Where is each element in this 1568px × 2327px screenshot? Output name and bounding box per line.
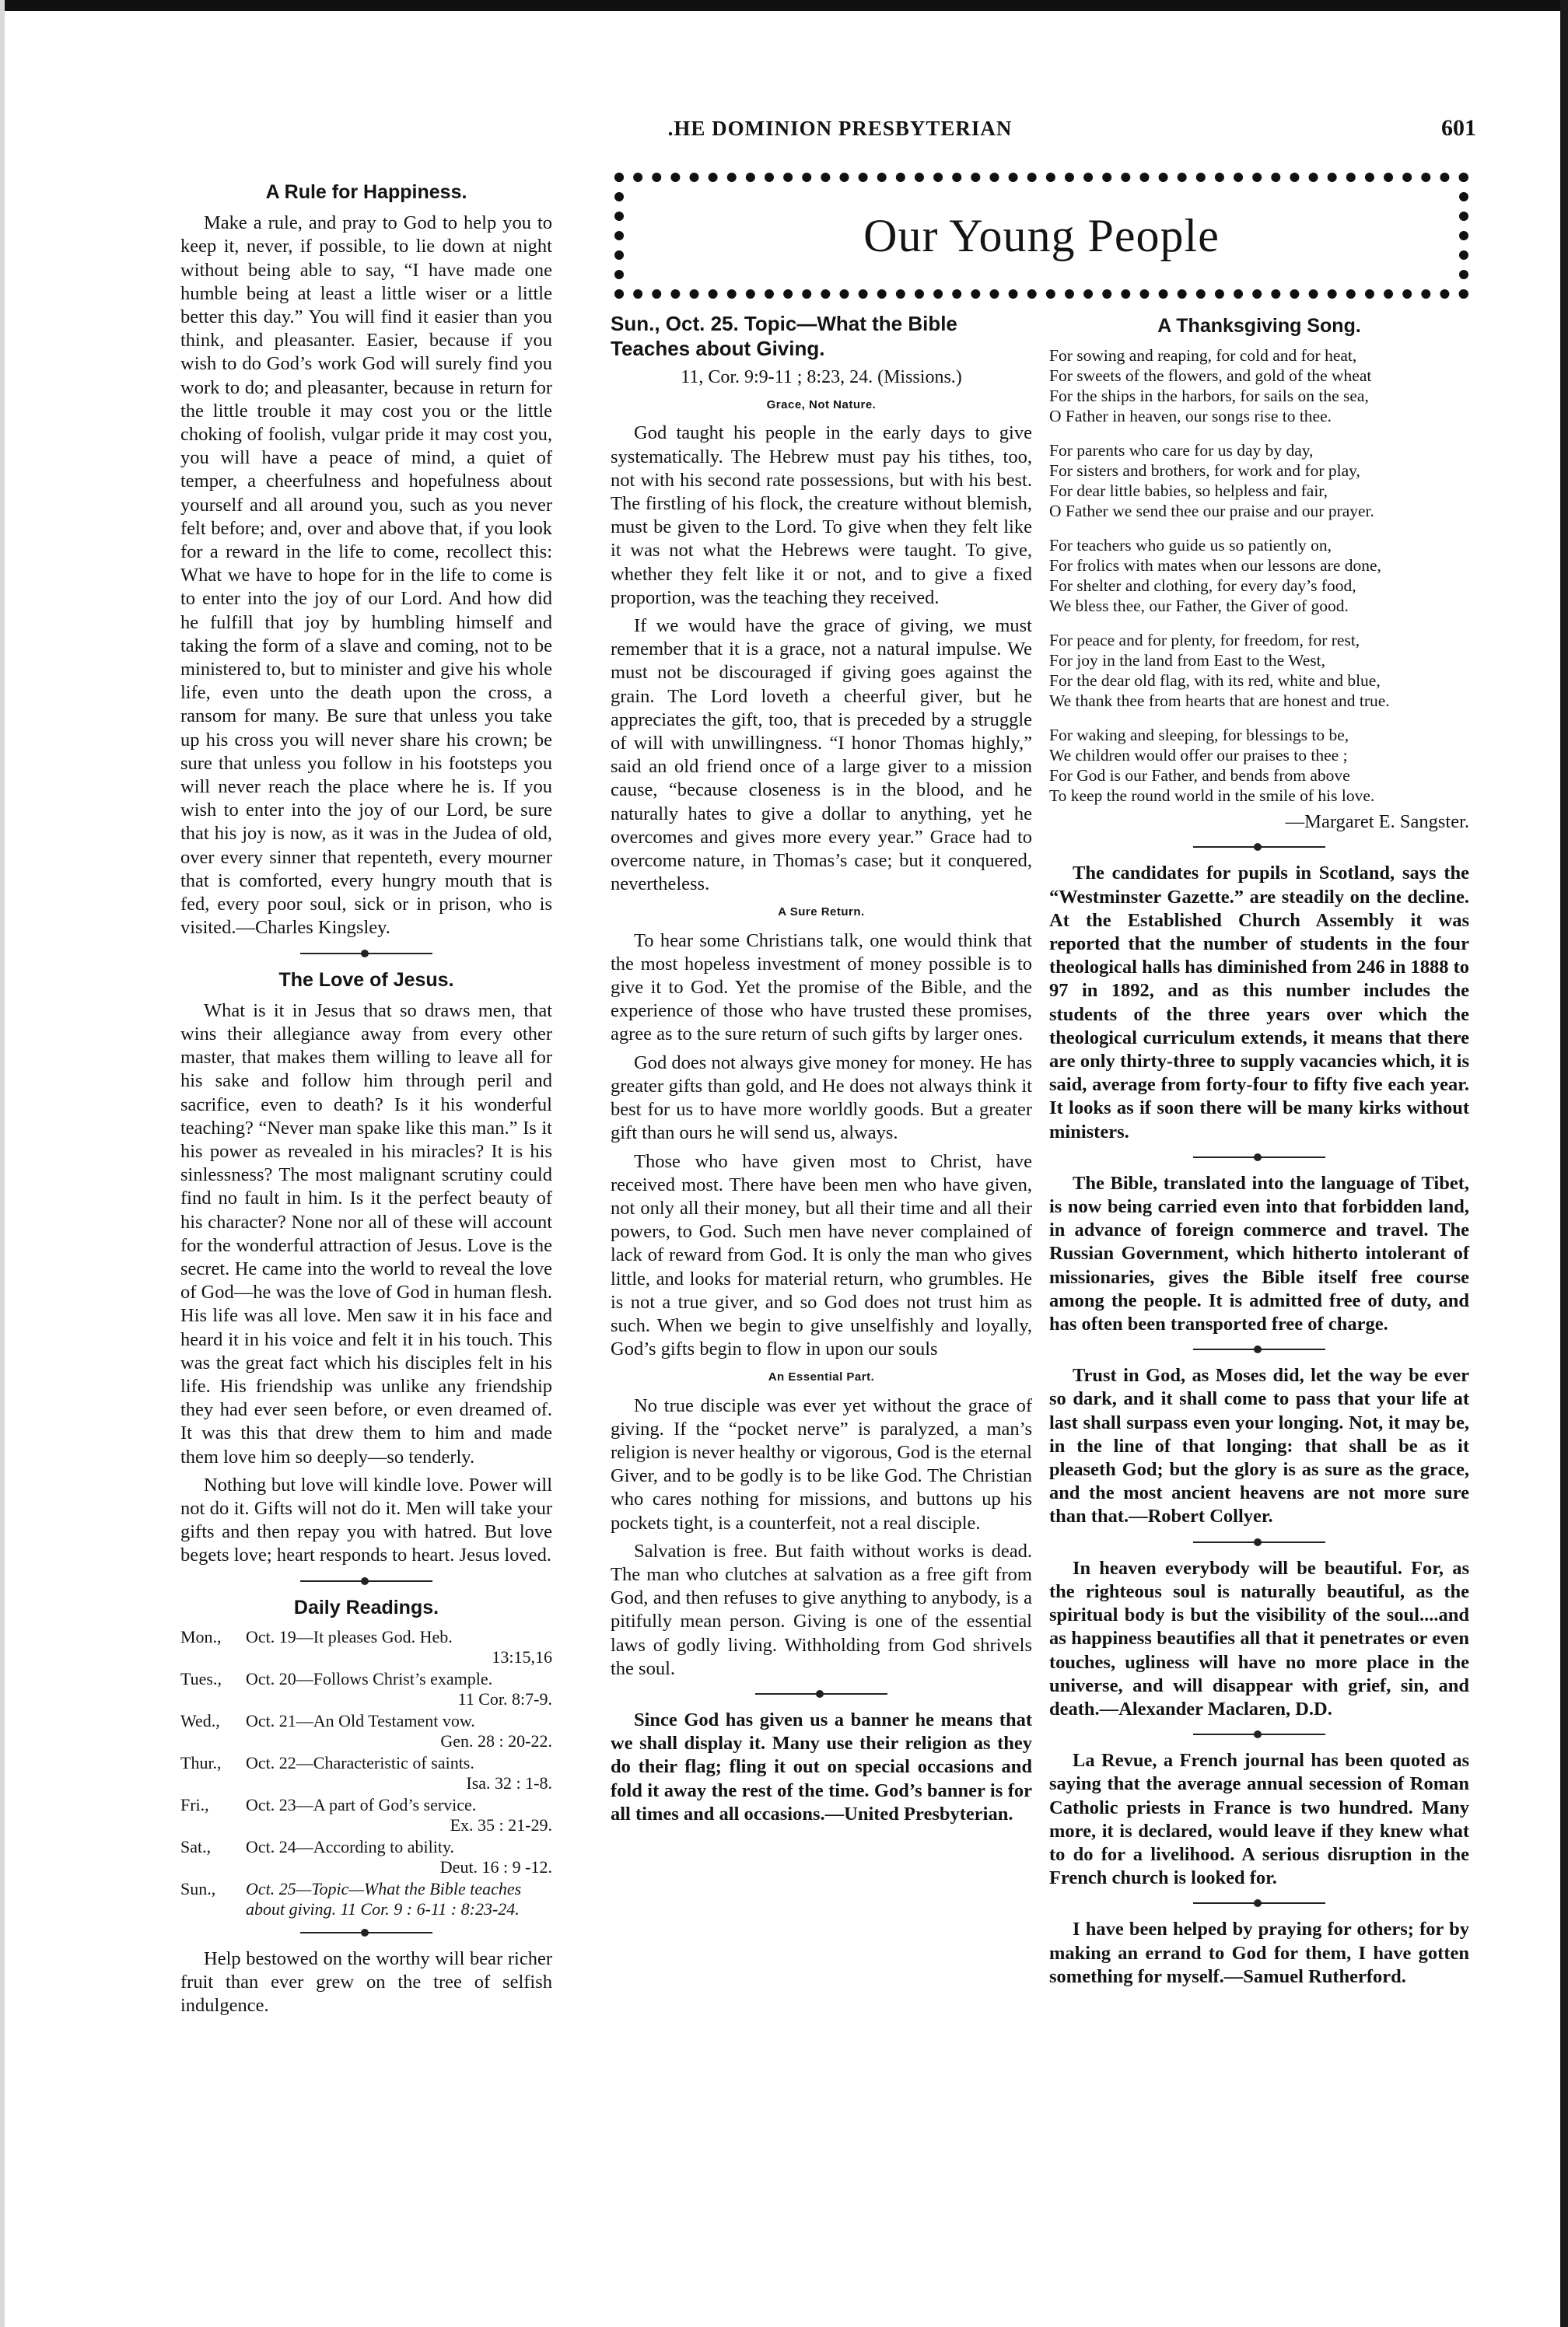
love-of-jesus-text-1: What is it in Jesus that so draws men, that wins their allegiance away from every other master, that makes them willing to leave all for his sake and follow him through peril and sacrifice, even to death? Is it his wonderful teaching? “Never man spake like this man.” Is it his power as revealed in his miracles? It is his sinlessness? The most malignant scrutiny could find no fault in him. Is it the perfect beauty of his character? None nor all of these will account for the wonderful attraction of Jesus. Love is the secret. He came into the world to reveal the love of God—he was the love of God in human flesh. His life was all love. Men saw it in his face and heard it in his voice and felt it in his touch. This was the great fact which his disciples felt in his life. His friendship was unlike any friendship they had ever seen before, or even dreamed of. It was this that drew them to him and made them love him so deeply—so tenderly.	[180, 999, 552, 1468]
reading-text: Oct. 23—A part of God’s service.	[246, 1794, 477, 1814]
giving-paragraph-7: Salvation is free. But faith without works is dead. The man who clutches at salvation as a free gift from God, and then refuses to give anything to anybody, is a pitifully mean person. Giving is one of the essential laws of godly living. Withholding from God shrivels the soul.	[611, 1540, 1032, 1679]
scripture-reference: 11, Cor. 9:9-11 ; 8:23, 24. (Missions.)	[681, 367, 962, 387]
reading-ref: Deut. 16 : 9 -12.	[439, 1856, 552, 1877]
poem-line: For sowing and reaping, for cold and for heat,	[1049, 346, 1357, 366]
reading-day: Thur.,	[180, 1752, 222, 1772]
section-banner	[614, 173, 1468, 299]
scan-edge-right	[1560, 0, 1568, 2327]
poem-stanza	[1049, 535, 1469, 616]
reading-row	[180, 1879, 552, 1919]
section-banner-title: Our Young People	[863, 209, 1220, 261]
poem-line: To keep the round world in the smile of his love.	[1049, 786, 1375, 806]
separator-ornament	[755, 1690, 887, 1698]
tibet-paragraph: The Bible, translated into the language of Tibet, is now being carried even into that forbidden land, in advance of foreign commerce and travel. The Russian Government, which hitherto intolerant of missionaries, gives the Bible itself free course among the people. It is admitted free of duty, and has often been transported free of charge.	[1049, 1172, 1469, 1335]
separator-ornament	[300, 1577, 432, 1585]
poem-line: For sweets of the flowers, and gold of the wheat	[1049, 366, 1372, 386]
rule-for-happiness-text: Make a rule, and pray to God to help you to keep it, never, if possible, to lie down at night without being able to say, “I have made one humble being at least a little wiser or a little better this day.” You will find it easier than you think, and pleasanter. Easier, because if you wish to do God’s work God will surely find you work to do; and pleasanter, because in return for the little trouble it may cost you or the little choking of foolish, vulgar pride it may cost you, you will have a peace of mind, a quiet of temper, a cheerfulness and hopefulness about yourself and all around you, such as you never felt before; and, over and above that, if you look for a reward in the life to come, recollect this: What we have to hope for in the life to come is to enter into the joy of our Lord. And how did he fulfill that joy by humbling himself and taking the form of a slave and coming, not to be ministered to, but to minister and give his whole life, even unto the death upon the cross, a ransom for many. Be sure that unless you take up his cross you will never share his crown; be sure that unless you follow in his footsteps you will never reach the place where he is. If you wish to enter into the joy of our Lord, be sure that his joy is now, as it was in the Judea of old, over every sinner that repenteth, every mourner that is comforted, every hungry mouth that is fed, every poor soul, sick or in prison, who is visited.—Charles Kingsley.	[180, 212, 552, 939]
reading-day: Fri.,	[180, 1794, 209, 1814]
separator-ornament	[1193, 843, 1325, 851]
daily-readings-list	[180, 1627, 552, 1919]
reading-ref: 11 Cor. 8:7-9.	[457, 1688, 552, 1709]
reading-row	[180, 1669, 552, 1709]
giving-paragraph-2: If we would have the grace of giving, we must remember that it is a grace, not a natural impulse. We must not be discouraged if giving goes against the grain. The Lord loveth a cheerful giver, but he appreciates the gift, too, that is preceded by a struggle of will with unwillingness. “I honor Thomas highly,” said an old friend once of a large giver to a mission cause, “because closeness is in the blood, and he naturally hates to give a dollar to anything, yet he overcomes and gives more every year.” Grace had to overcome nature, in Thomas’s case; but it conquered, nevertheless.	[611, 615, 1032, 895]
la-revue-paragraph: La Revue, a French journal has been quoted as saying that the average annual secession of Roman Catholic priests in France is two hundred. Many more, it is declared, would leave if they knew what to do for a livelihood. A serious disruption in the French church is looked for.	[1049, 1750, 1469, 1889]
reading-day: Sun.,	[180, 1878, 216, 1898]
poem-line: For the ships in the harbors, for sails on the sea,	[1049, 387, 1369, 406]
separator-ornament	[300, 950, 432, 957]
thanksgiving-poem	[1049, 345, 1469, 806]
reading-ref: Isa. 32 : 1-8.	[466, 1772, 552, 1793]
giving-paragraph-3: To hear some Christians talk, one would think that the most hopeless investment of money possible is to give it to God. Yet the promise of the Bible, and the experience of those who have trusted these promises, agree as to the sure return of such gifts by larger ones.	[611, 929, 1032, 1045]
reading-ref: 13:15,16	[492, 1646, 552, 1667]
column-right	[1049, 311, 1469, 1993]
rutherford-paragraph: I have been helped by praying for others; for by making an errand to God for them, I have gotten something for myself.—Samuel Rutherford.	[1049, 1919, 1469, 1987]
banner-paragraph: Since God has given us a banner he means that we shall display it. Many use their religion as they do their flag; fling it out on special occasions and fold it away the rest of the time. God’s banner is for all times and all occasions.—United Presbyterian.	[611, 1709, 1032, 1825]
heaven-paragraph: In heaven everybody will be beautiful. For, as the righteous soul is naturally beautiful, as the spiritual body is but the visibility of the soul....and as happiness beautifies all that it penetrates or even touches, ugliness will have no more place in the universe, and will disappear with grief, sin, and death.—Alexander Maclaren, D.D.	[1049, 1557, 1469, 1720]
subhead-essential-part: An Essential Part.	[768, 1370, 875, 1384]
separator-ornament	[1193, 1538, 1325, 1546]
giving-paragraph-5: Those who have given most to Christ, have received most. There have been men who have given, not only all their money, but all their time and all their powers, to God. Such men have never complained of lack of reward from God. It is only the man who gives little, and looks for material return, who grumbles. He is not a true giver, and so God does not trust him as such. When we begin to give unselfishly and loyally, God’s gifts begin to flow in upon our souls	[611, 1150, 1032, 1360]
column-middle	[611, 311, 1032, 1831]
reading-day: Tues.,	[180, 1668, 222, 1688]
separator-ornament	[300, 1929, 432, 1937]
reading-day: Wed.,	[180, 1710, 220, 1730]
reading-row	[180, 1795, 552, 1835]
giving-paragraph-1: God taught his people in the early days to give systematically. The Hebrew must pay his tithes, too, not with his second rate possessions, but with his best. The firstling of his flock, the creature without blemish, must be given to the Lord. To give when they felt like it was not what the Hebrews were taught. To give, whether they felt like it or not, and to give a fixed proportion, was the teaching they received.	[611, 422, 1032, 608]
reading-text: Oct. 21—An Old Testament vow.	[246, 1710, 475, 1730]
poem-line: We thank thee from hearts that are honest and true.	[1049, 691, 1390, 711]
poem-stanza	[1049, 345, 1469, 426]
reading-text: Oct. 24—According to ability.	[246, 1836, 455, 1856]
reading-text: Oct. 22—Characteristic of saints.	[246, 1752, 474, 1772]
reading-ref: Ex. 35 : 21-29.	[450, 1814, 552, 1835]
poem-line: For God is our Father, and bends from above	[1049, 766, 1350, 786]
poem-line: For peace and for plenty, for freedom, for rest,	[1049, 631, 1360, 650]
poem-line: For parents who care for us day by day,	[1049, 441, 1314, 460]
separator-ornament	[1193, 1345, 1325, 1353]
love-of-jesus-text-2: Nothing but love will kindle love. Power will not do it. Gifts will not do it. Men will take your gifts and then repay you with hatred. But love begets love; heart responds to heart. Jesus loved.	[180, 1474, 552, 1566]
poem-line: For the dear old flag, with its red, white and blue,	[1049, 671, 1381, 691]
thanksgiving-song-title: A Thanksgiving Song.	[1157, 315, 1361, 337]
poem-line: For waking and sleeping, for blessings to be,	[1049, 726, 1349, 745]
topic-heading: Sun., Oct. 25. Topic—What the Bible Teaches about Giving.	[611, 312, 957, 360]
running-head: .HE DOMINION PRESBYTERIAN	[667, 117, 1013, 140]
reading-day: Sat.,	[180, 1836, 212, 1856]
rule-for-happiness-title: A Rule for Happiness.	[265, 181, 467, 203]
reading-day: Mon.,	[180, 1626, 222, 1646]
subhead-grace-not-nature: Grace, Not Nature.	[766, 398, 877, 412]
scotland-paragraph: The candidates for pupils in Scotland, says the “Westminster Gazette.” are steadily on the decline. At the Established Church Assembly it was reported that the number of students in the four theological halls has diminished from 246 in 1888 to 97 in 1892, and as this number includes the students of the three years over which the theological curriculum extends, it means that there are only thirty-three to supply vacancies which, it is said, average from forty-four to fifty five each year. It looks as if soon there will be many kirks without ministers.	[1049, 863, 1469, 1143]
reading-row	[180, 1753, 552, 1793]
poem-line: We children would offer our praises to thee ;	[1049, 746, 1348, 765]
poem-stanza	[1049, 630, 1469, 711]
reading-row	[180, 1837, 552, 1877]
poem-line: For sisters and brothers, for work and for play,	[1049, 461, 1360, 481]
trust-in-god-paragraph: Trust in God, as Moses did, let the way be ever so dark, and it shall come to pass that your life at last shall surpass even your longing. Not, it may be, in the line of that longing: that shall be as it pleaseth God; but the glory is as sure as the grace, and the most ancient heavens are not more sure than that.—Robert Collyer.	[1049, 1365, 1469, 1527]
poem-line: O Father in heaven, our songs rise to thee.	[1049, 407, 1332, 426]
poem-line: O Father we send thee our praise and our prayer.	[1049, 502, 1374, 521]
poem-stanza	[1049, 440, 1469, 521]
reading-row	[180, 1711, 552, 1751]
poem-line: For teachers who guide us so patiently on,	[1049, 536, 1332, 555]
poem-line: For joy in the land from East to the West,	[1049, 651, 1325, 670]
subhead-sure-return: A Sure Return.	[778, 905, 865, 919]
reading-ref: Gen. 28 : 20-22.	[440, 1730, 552, 1751]
reading-text: Oct. 19—It pleases God. Heb.	[246, 1626, 453, 1646]
page-number: 601	[1441, 115, 1476, 141]
daily-readings-title: Daily Readings.	[293, 1596, 439, 1618]
poem-line: For shelter and clothing, for every day’s food,	[1049, 576, 1356, 596]
giving-paragraph-4: God does not always give money for money. He has greater gifts than gold, and He does not always think it best for us to have more worldly goods. But a greater gift than ours he will send us, always.	[611, 1052, 1032, 1144]
scan-edge-left	[0, 0, 5, 2327]
column-left	[180, 177, 552, 2022]
scan-edge-top	[0, 0, 1568, 11]
help-bestowed-text: Help bestowed on the worthy will bear richer fruit than ever grew on the tree of selfish indulgence.	[180, 1947, 552, 2017]
separator-ornament	[1193, 1899, 1325, 1907]
poem-line: For frolics with mates when our lessons are done,	[1049, 556, 1381, 576]
poem-line: For dear little babies, so helpless and fair,	[1049, 481, 1328, 501]
separator-ornament	[1193, 1730, 1325, 1738]
poem-stanza	[1049, 725, 1469, 806]
reading-row	[180, 1627, 552, 1667]
reading-text: Oct. 25—Topic—What the Bible teaches about giving. 11 Cor. 9 : 6-11 : 8:23-24.	[246, 1878, 522, 1919]
poem-author: —Margaret E. Sangster.	[1285, 811, 1469, 833]
reading-text: Oct. 20—Follows Christ’s example.	[246, 1668, 493, 1688]
giving-paragraph-6: No true disciple was ever yet without the grace of giving. If the “pocket nerve” is paralyzed, a man’s religion is never healthy or vigorous, God is the eternal Giver, and to be godly is to be like God. The Christian who cares nothing for missions, and buttons up his pockets tight, is a counterfeit, not a real disciple.	[611, 1394, 1032, 1534]
poem-line: We bless thee, our Father, the Giver of good.	[1049, 597, 1349, 616]
love-of-jesus-title: The Love of Jesus.	[278, 968, 454, 991]
separator-ornament	[1193, 1153, 1325, 1161]
